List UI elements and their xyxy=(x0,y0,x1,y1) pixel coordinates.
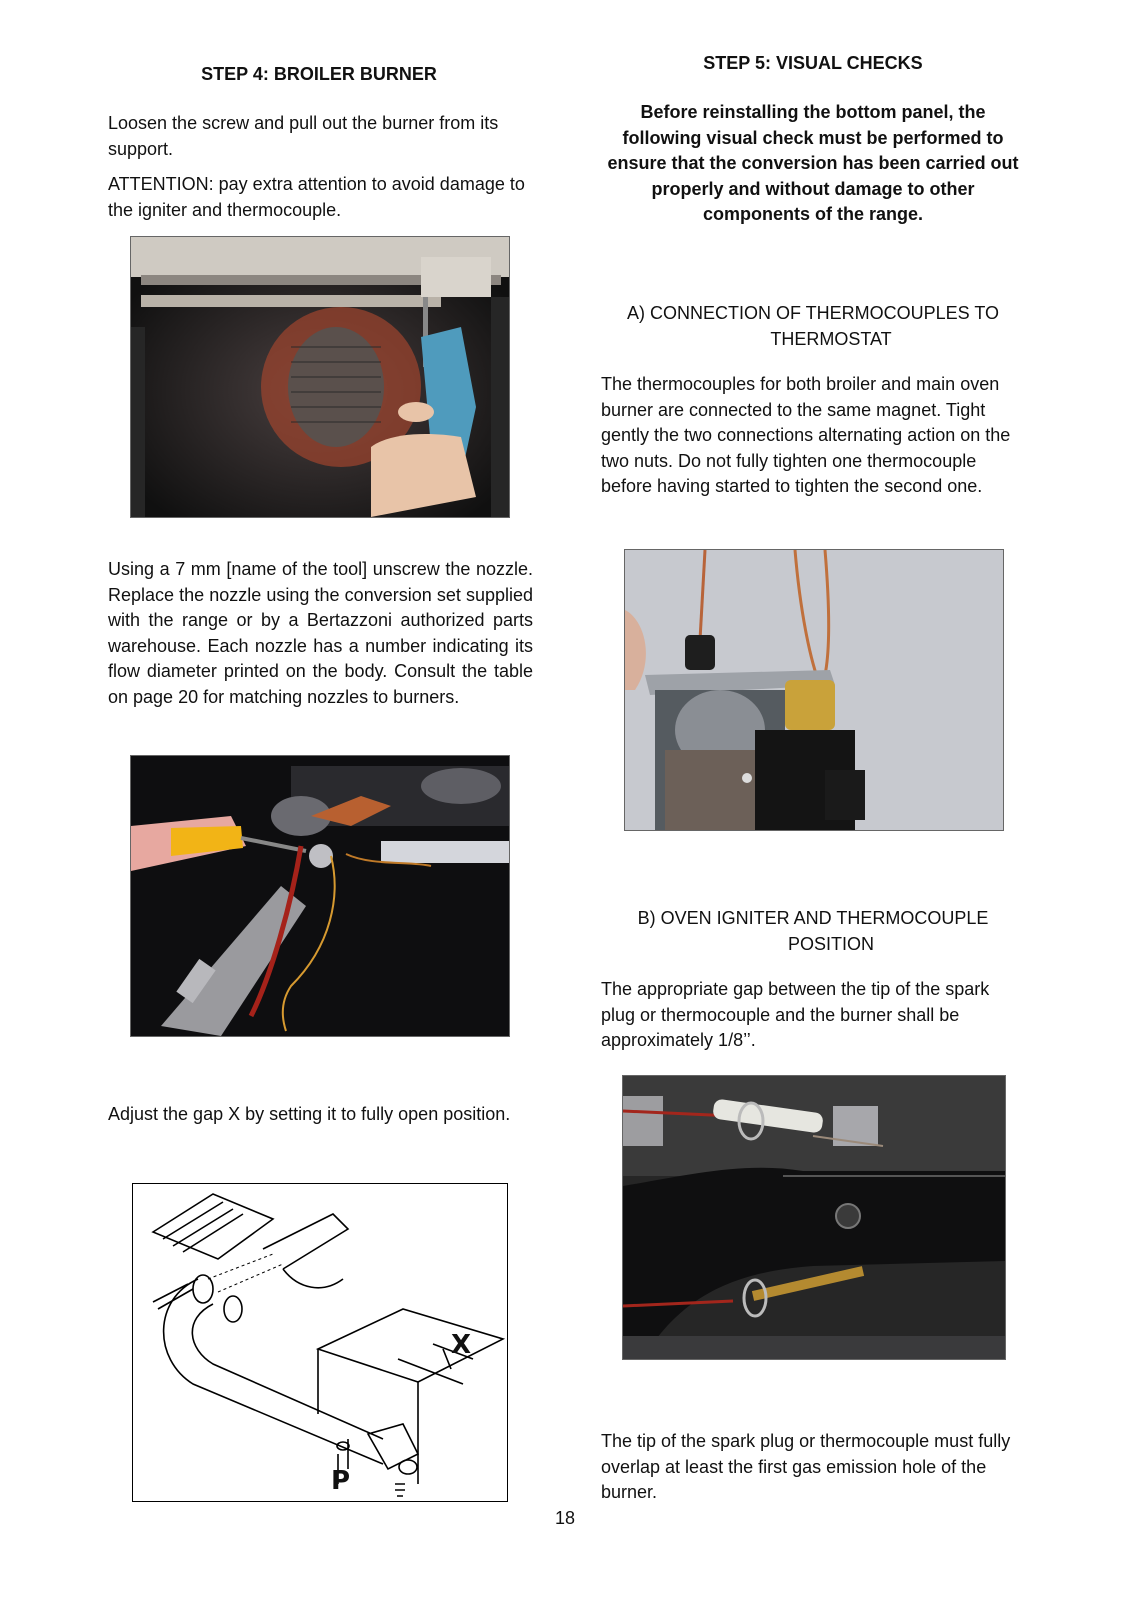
visual-checks-intro: Before reinstalling the bottom panel, the following visual check must be performed to ensure that the conversion has been carried out properly and without damage to other components of the range. xyxy=(607,102,1019,224)
diagram-label-x: X xyxy=(451,1330,472,1360)
section-b-heading-line1: B) OVEN IGNITER AND THERMOCOUPLE xyxy=(637,908,989,928)
page-number: 18 xyxy=(554,1508,576,1528)
step5-title: STEP 5: VISUAL CHECKS xyxy=(703,53,923,73)
photo-pull-out-burner xyxy=(130,236,510,518)
paragraph-replace-nozzle: Using a 7 mm [name of the tool] unscrew the nozzle. Replace the nozzle using the conversion set supplied with the range or by a Bertazzoni authorized parts warehouse. Each nozzle has a number indicating its flow diameter printed on the body. Consult the table on page 20 for matching nozzles to burners. xyxy=(108,559,533,707)
section-b-heading-line2: POSITION xyxy=(787,933,874,954)
section-b-heading xyxy=(600,906,1026,957)
diagram-burner-gap xyxy=(132,1183,508,1502)
section-a-heading-line2: THERMOSTAT xyxy=(770,328,892,349)
paragraph-gap: The appropriate gap between the tip of the spark plug or thermocouple and the burner shall be approximately 1/8’’. xyxy=(601,979,990,1050)
section-a-heading-line1: A) CONNECTION OF THERMOCOUPLES TO xyxy=(626,303,1000,323)
paragraph-thermocouples: The thermocouples for both broiler and main oven burner are connected to the same magnet. Tight gently the two connections alternating action on the two nuts. Do not fully tighten one thermocouple before having started to tighten the second one. xyxy=(601,374,1011,496)
photo-unscrew-nozzle xyxy=(130,755,510,1037)
paragraph-attention: ATTENTION: pay extra attention to avoid damage to the igniter and thermocouple. xyxy=(108,174,525,220)
paragraph-tip-overlap: The tip of the spark plug or thermocouple must fully overlap at least the first gas emission hole of the burner. xyxy=(601,1431,1011,1502)
paragraph-loosen-screw: Loosen the screw and pull out the burner from its support. xyxy=(108,113,499,159)
paragraph-adjust-gap: Adjust the gap X by setting it to fully open position. xyxy=(108,1104,511,1124)
step4-title: STEP 4: BROILER BURNER xyxy=(201,64,437,84)
photo-igniter-thermocouple-position xyxy=(622,1075,1006,1360)
photo-thermocouple-connections xyxy=(624,549,1004,831)
diagram-label-p: P xyxy=(331,1466,351,1496)
section-a-heading xyxy=(600,301,1026,352)
